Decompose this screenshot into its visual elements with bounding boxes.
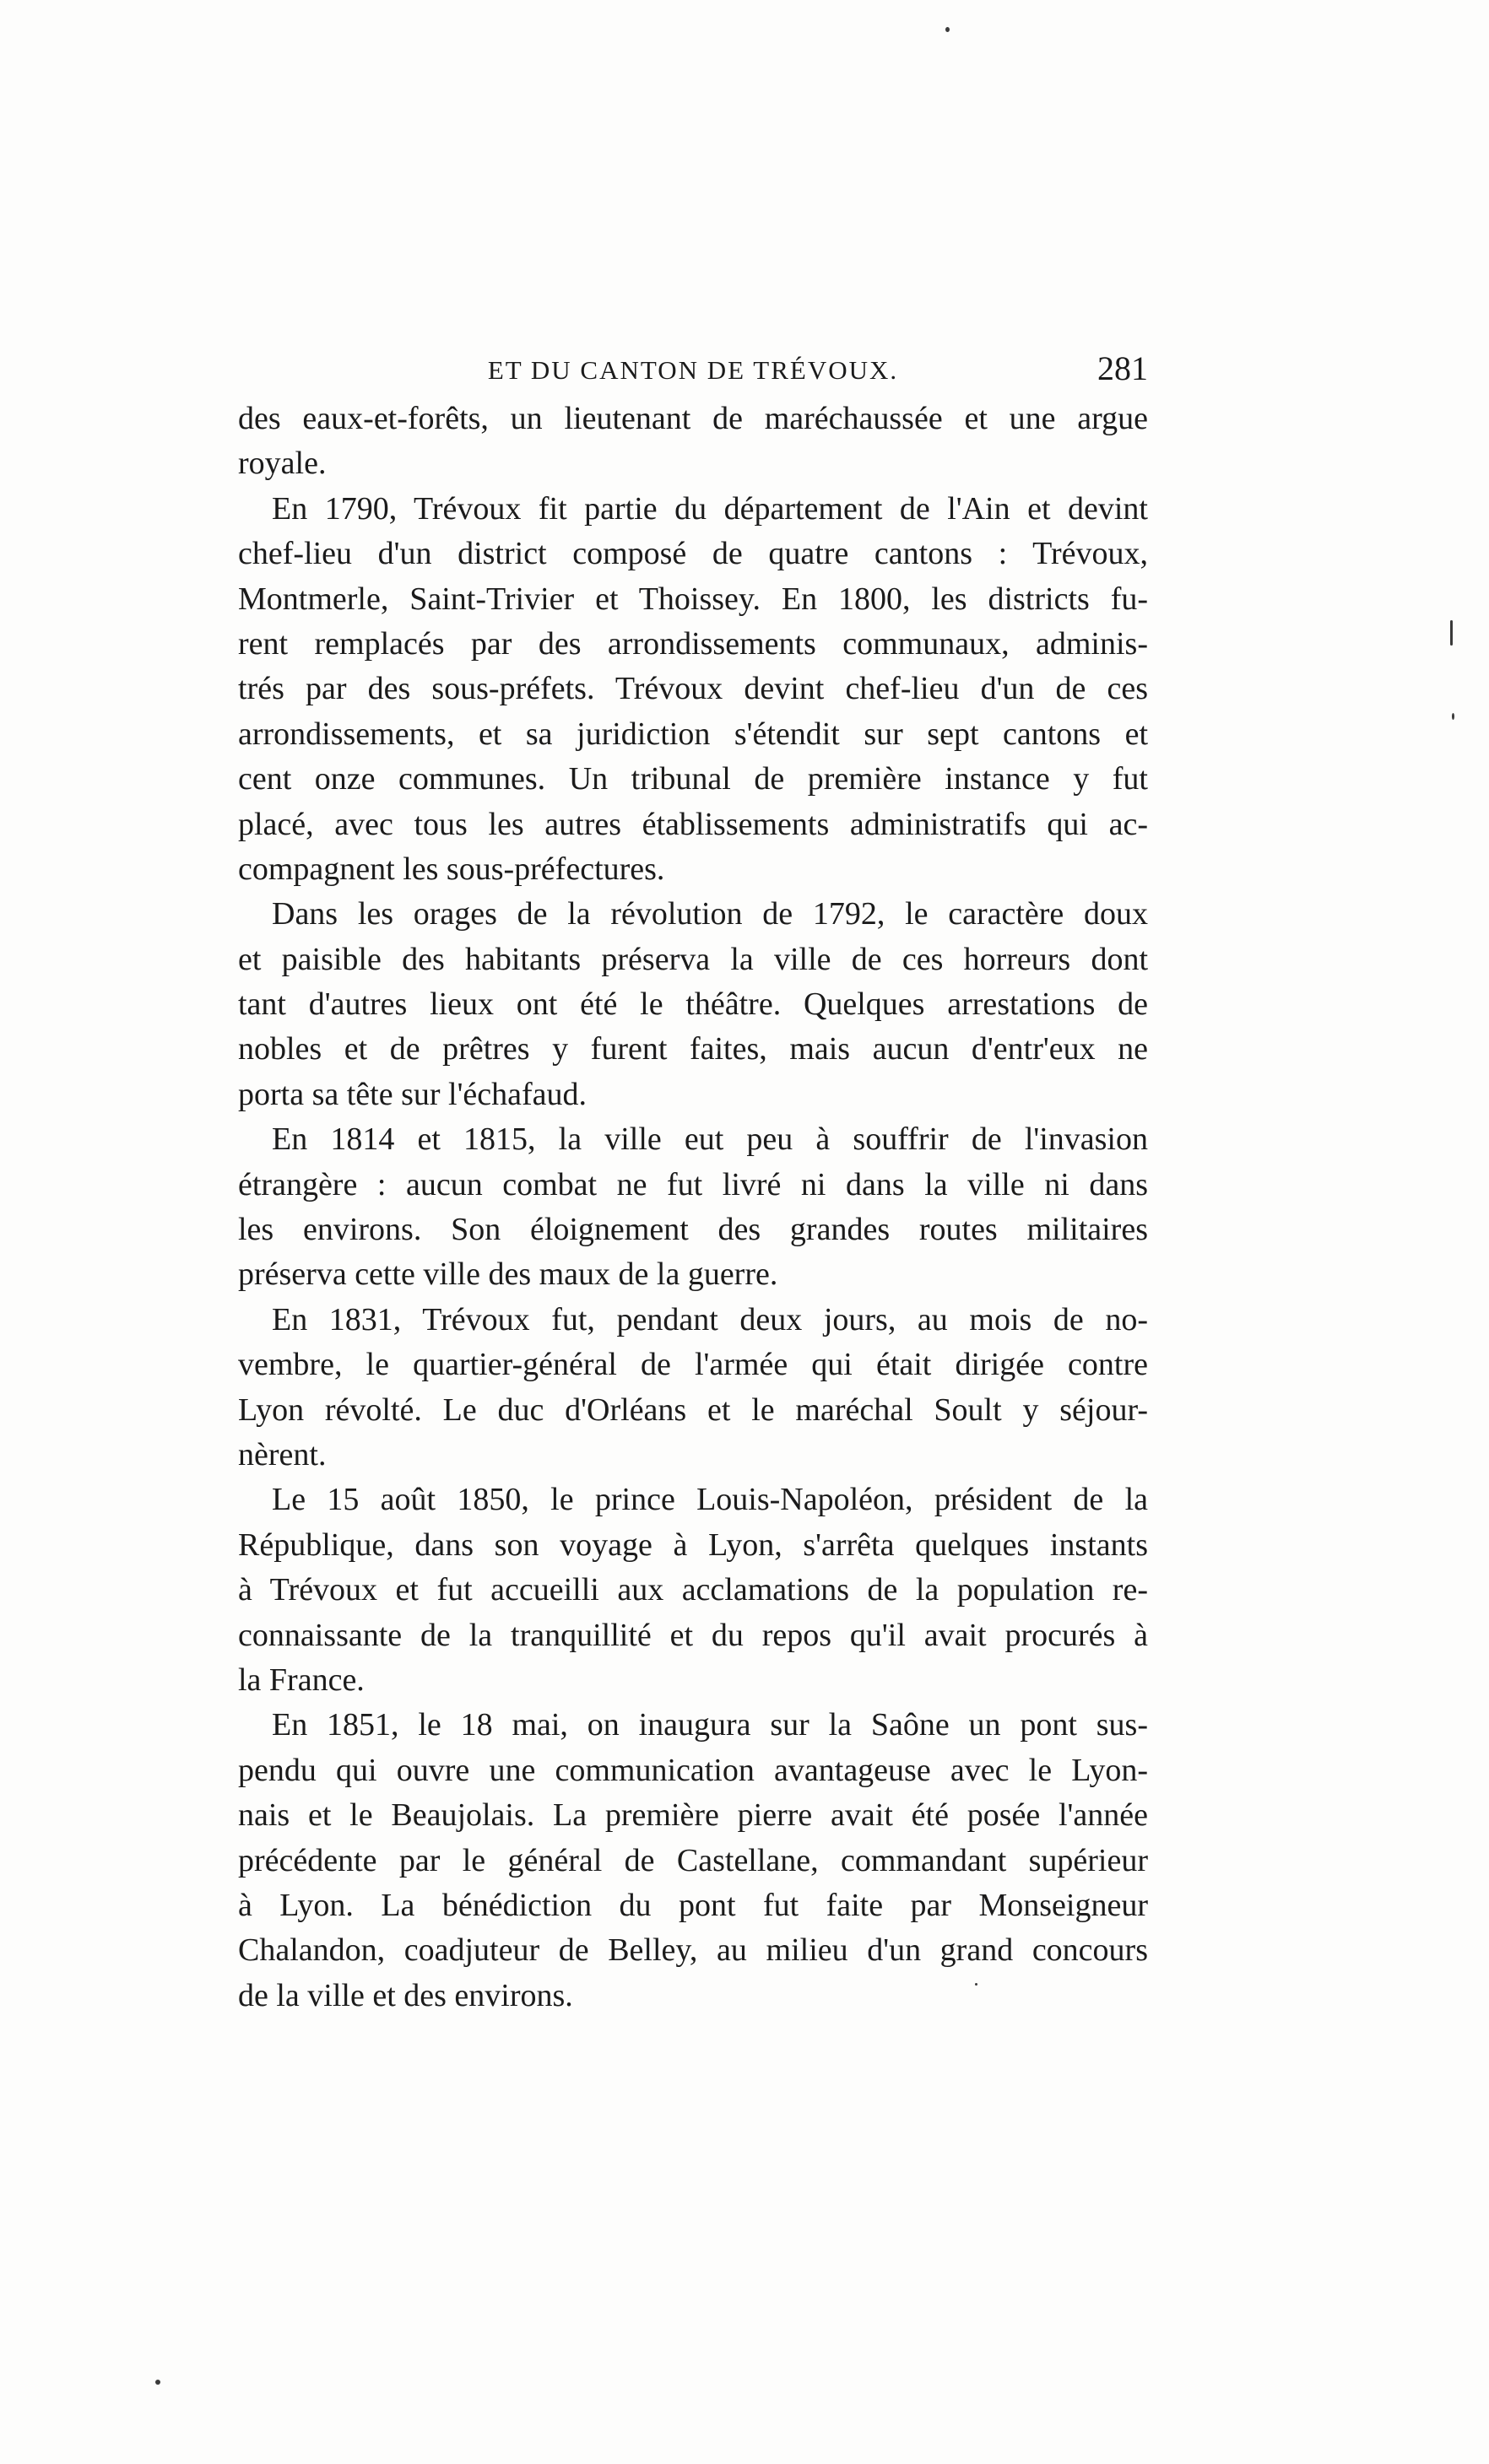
text-line: compagnent les sous-préfectures.	[238, 851, 665, 887]
scan-speck	[1452, 713, 1454, 720]
text-line: En 1814 et 1815, la ville eut peu à souffrir de l'invasion	[272, 1121, 1148, 1158]
text-line: En 1831, Trévoux fut, pendant deux jours, au mois de no-	[272, 1301, 1148, 1337]
text-line: trés par des sous-préfets. Trévoux devint chef-lieu d'un de ces	[238, 671, 1148, 707]
text-line: Chalandon, coadjuteur de Belley, au milieu d'un grand concours	[238, 1932, 1148, 1969]
text-line: cent onze communes. Un tribunal de première instance y fut	[238, 761, 1148, 797]
scan-speck	[975, 1983, 977, 1986]
paragraph	[238, 892, 1148, 1117]
text-line: de la ville et des environs.	[238, 1977, 573, 2013]
paragraph	[238, 487, 1148, 893]
text-line: étrangère : aucun combat ne fut livré ni dans la ville ni dans	[238, 1166, 1148, 1202]
text-line: nèrent.	[238, 1436, 327, 1472]
text-line: rent remplacés par des arrondissements communaux, adminis-	[238, 625, 1148, 662]
text-line: précédente par le général de Castellane, commandant supérieur	[238, 1842, 1148, 1878]
text-line: et paisible des habitants préserva la ville de ces horreurs dont	[238, 941, 1148, 977]
paragraph	[238, 1478, 1148, 1703]
text-line: connaissante de la tranquillité et du repos qu'il avait procurés à	[238, 1617, 1148, 1653]
text-line: porta sa tête sur l'échafaud.	[238, 1076, 587, 1112]
page-header	[238, 349, 1148, 399]
paragraph	[238, 397, 1148, 487]
running-head: ET DU CANTON DE TRÉVOUX.	[487, 355, 899, 385]
text-line: à Lyon. La bénédiction du pont fut faite par Monseigneur	[238, 1887, 1148, 1923]
text-line: pendu qui ouvre une communication avantageuse avec le Lyon-	[238, 1752, 1148, 1788]
text-line: chef-lieu d'un district composé de quatre cantons : Trévoux,	[238, 536, 1148, 572]
text-line: les environs. Son éloignement des grandes routes militaires	[238, 1212, 1148, 1248]
text-line: à Trévoux et fut accueilli aux acclamations de la population re-	[238, 1572, 1148, 1608]
text-line: la France.	[238, 1662, 365, 1698]
text-line: placé, avec tous les autres établissements administratifs qui ac-	[238, 806, 1148, 842]
text-line: Dans les orages de la révolution de 1792, le caractère doux	[272, 896, 1148, 932]
paragraph	[238, 1703, 1148, 2018]
paragraph	[238, 1117, 1148, 1298]
text-line: Montmerle, Saint-Trivier et Thoissey. En 1800, les districts fu-	[238, 581, 1148, 617]
text-line: royale.	[238, 446, 327, 482]
scan-speck	[155, 2380, 160, 2385]
text-line: vembre, le quartier-général de l'armée qui était dirigée contre	[238, 1347, 1148, 1383]
text-line: Lyon révolté. Le duc d'Orléans et le maréchal Soult y séjour-	[238, 1391, 1148, 1428]
body-text	[238, 397, 1148, 2018]
text-line: préserva cette ville des maux de la guerre.	[238, 1256, 778, 1293]
page-number: 281	[1097, 349, 1148, 387]
text-line: En 1851, le 18 mai, on inaugura sur la Saône un pont sus-	[272, 1707, 1148, 1743]
text-line: Le 15 août 1850, le prince Louis-Napoléon, président de la	[272, 1482, 1148, 1518]
text-line: République, dans son voyage à Lyon, s'arrêta quelques instants	[238, 1526, 1148, 1563]
scan-speck	[1450, 620, 1453, 646]
text-line: En 1790, Trévoux fit partie du département de l'Ain et devint	[272, 490, 1148, 527]
scan-speck	[945, 27, 950, 32]
text-line: tant d'autres lieux ont été le théâtre. Quelques arrestations de	[238, 986, 1148, 1023]
text-line: nobles et de prêtres y furent faites, mais aucun d'entr'eux ne	[238, 1031, 1148, 1067]
text-line: nais et le Beaujolais. La première pierre avait été posée l'année	[238, 1797, 1148, 1834]
paragraph	[238, 1298, 1148, 1478]
text-line: arrondissements, et sa juridiction s'étendit sur sept cantons et	[238, 716, 1148, 752]
text-line: des eaux-et-forêts, un lieutenant de maréchaussée et une argue	[238, 401, 1148, 436]
